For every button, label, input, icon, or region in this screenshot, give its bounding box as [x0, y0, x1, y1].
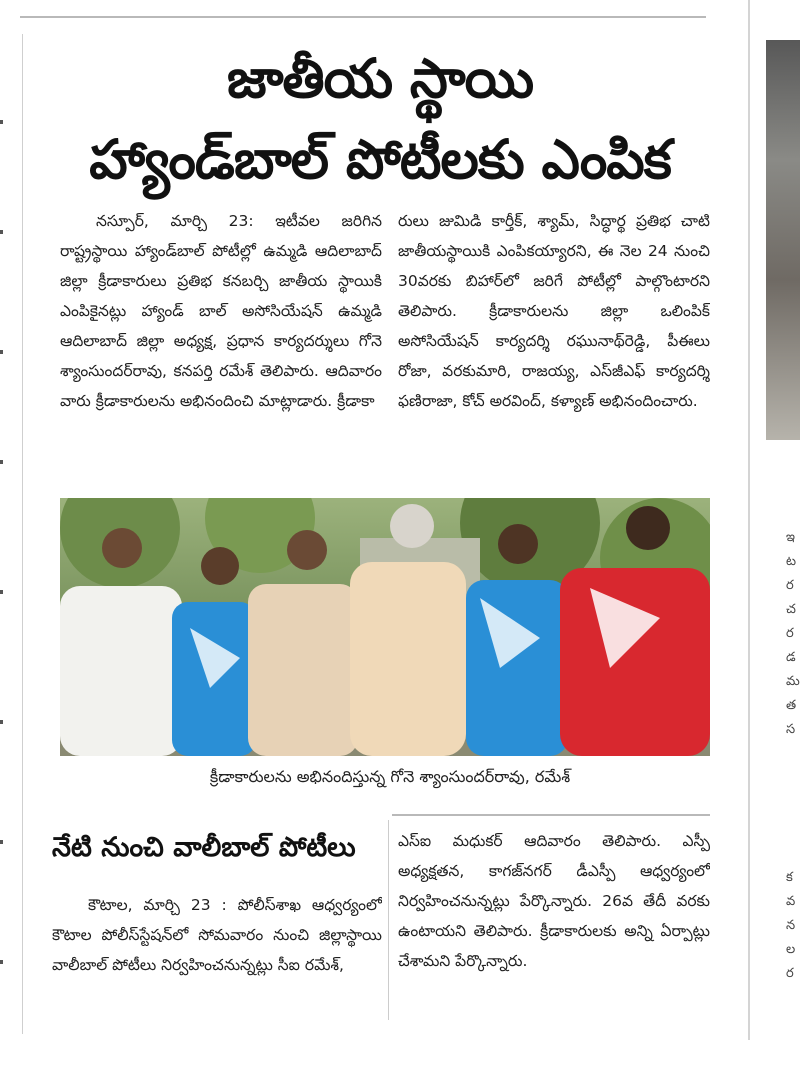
right-column-rule	[748, 0, 750, 1040]
adjacent-column-fragment: ఇ ట ర చ ర డ మ త స	[786, 530, 800, 737]
section-divider	[392, 814, 710, 816]
photo-caption: క్రీడాకారులను అభినందిస్తున్న గోనె శ్యాంసుందర్‌రావు, రమేశ్	[209, 767, 571, 786]
column-divider-bottom	[388, 820, 389, 1020]
article2-body-text-2: ఎస్ఐ మధుకర్ ఆదివారం తెలిపారు. ఎస్పీ అధ్యక్షతన, కాగజ్‌నగర్ డీఎస్పీ ఆధ్వర్యంలో నిర్వహించనున్నట్లు పేర్కొన్నారు. 26వ తేదీ వరకు ఉంటాయని తెలిపారు. క్రీడాకారులకు అన్ని ఏర్పాట్లు చేశామని పేర్కొన్నారు.	[398, 832, 710, 970]
left-column-rule	[22, 34, 23, 1034]
article2-column-2	[398, 826, 710, 1020]
article2-headline: నేటి నుంచి వాలీబాల్ పోటీలు	[52, 832, 356, 863]
left-margin-marks	[0, 120, 4, 1020]
article-photo	[60, 498, 710, 756]
headline-line-1: జాతీయ స్థాయి	[226, 47, 534, 110]
article-column-2	[398, 206, 710, 496]
photo-illustration	[60, 498, 710, 756]
headline-line-2: హ్యాండ్‌బాల్ పోటీలకు ఎంపిక	[89, 128, 671, 191]
article-column-1	[60, 206, 382, 496]
article2-body-text-1: కౌటాల, మార్చి 23 : పోలీస్‌శాఖ ఆధ్వర్యంలో కౌటాల పోలీస్‌స్టేషన్‌లో సోమవారం నుంచి జిల్లాస్థాయి వాలీబాల్ పోటీలు నిర్వహించనున్నట్లు సీఐ రమేశ్,	[52, 896, 382, 974]
article-body-text-1: నస్పూర్, మార్చి 23: ఇటీవల జరిగిన రాష్ట్రస్థాయి హ్యాండ్‌బాల్ పోటీల్లో ఉమ్మడి ఆదిలాబాద్ జిల్లా క్రీడాకారులు ప్రతిభ కనబర్చి జాతీయ స్థాయికి ఎంపికైనట్లు హ్యాండ్ బాల్ అసోసియేషన్ ఉమ్మడి ఆదిలాబాద్ జిల్లా అధ్యక్ష, ప్రధాన కార్యదర్శులు గోనె శ్యాంసుందర్‌రావు, కనపర్తి రమేశ్ తెలిపారు. ఆదివారం వారు క్రీడాకారులను అభినందించి మాట్లాడారు. క్రీడాకా	[60, 212, 382, 410]
article2-column-1	[52, 890, 382, 1020]
article-body-text-2: రులు జుమిడి కార్తీక్, శ్యామ్, సిద్ధార్థ ప్రతిభ చాటి జాతీయస్థాయికి ఎంపికయ్యారని, ఈ నెల 24 నుంచి 30వరకు బిహార్‌లో జరిగే పోటీల్లో పాల్గొంటారని తెలిపారు. క్రీడాకారులను జిల్లా ఒలింపిక్ అసోసియేషన్ కార్యదర్శి రఘునాథ్‌రెడ్డి, పీఈలు రోజా, వరకుమారి, రాజయ్య, ఎస్‌జీఎఫ్ కార్యదర్శి ఫణిరాజా, కోచ్ అరవింద్, కళ్యాణ్ అభినందించారు.	[398, 212, 710, 410]
adjacent-photo-strip	[766, 40, 800, 440]
adjacent-column-fragment-2: క వ న ల ర	[786, 870, 796, 981]
top-rule	[20, 16, 706, 18]
article-headline	[40, 40, 720, 202]
